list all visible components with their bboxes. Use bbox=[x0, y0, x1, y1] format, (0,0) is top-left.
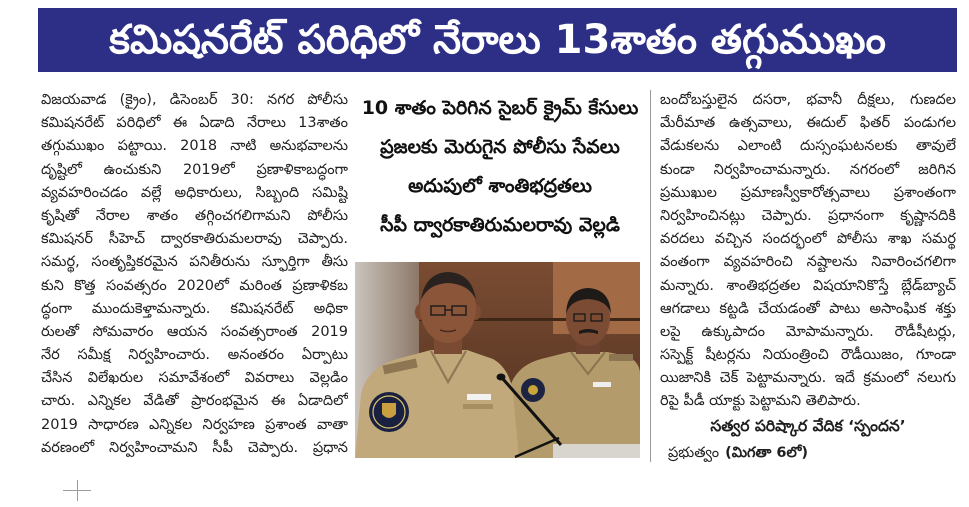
left-column-line: చారు. ఎన్నికల వేడితో ప్రారంభమైన ఈ ఏడాదిలో bbox=[41, 393, 348, 410]
continuation-line bbox=[668, 441, 956, 465]
left-column-line: నేర సమీక్ష నిర్వహించారు. అనంతరం ఏర్పాటు bbox=[41, 347, 348, 364]
left-column-line: 2019 సాధారణ ఎన్నికల నిర్వహణ ప్రశాంత వాతా bbox=[41, 416, 348, 433]
right-column-line: ప్రముఖుల ప్రమాణస్వీకారోత్సవాలు ప్రశాంతంగా bbox=[660, 184, 956, 201]
crosshair-mark bbox=[77, 480, 78, 501]
right-column-line: మేరీమాత ఉత్సవాలు, ఈదుల్ ఫితర్ పండుగల bbox=[660, 115, 956, 132]
deck-headlines bbox=[355, 89, 645, 249]
officer-foreground-pocket-flap bbox=[463, 404, 493, 409]
right-column-line: నిర్వహించినట్లు చెప్పారు. ప్రధానంగా కృష్ణానదికి bbox=[660, 207, 956, 224]
right-column-line: రిపై పీడీ యాక్టు పెట్టామని తెలిపారు. bbox=[660, 393, 861, 410]
photo-graphic bbox=[355, 262, 640, 458]
column-divider bbox=[650, 90, 651, 462]
officer-foreground-name-plate bbox=[467, 394, 491, 400]
right-column-line: మన్నారు. శాంతిభద్రతల విషయానికొస్తే బ్లేడ్‌బ్యాచ్ bbox=[660, 277, 956, 294]
left-column-line: వరణంలో నిర్వహించామని సీపీ చెప్పారు. ప్రధాన bbox=[41, 439, 348, 456]
officer-foreground-badge-emblem bbox=[382, 403, 396, 418]
right-column-line: కుండా నిర్వహించామన్నారు. నగరంలో జరిగిన bbox=[660, 161, 956, 178]
right-column-line: వంతంగా వ్యవహరించి నష్టాలను నివారించగలిగా bbox=[660, 254, 956, 271]
left-column-line: వ్యవహరించడం వల్లే అధికారులు, సిబ్బంది సమిష్టి bbox=[41, 184, 348, 201]
left-column-line: కృషితో నేరాల శాతం తగ్గించగలిగామని పోలీసు bbox=[41, 207, 348, 224]
deck-line: ప్రజలకు మెరుగైన పోలీసు సేవలు bbox=[380, 136, 620, 158]
article-photo bbox=[355, 262, 640, 458]
left-column-line: విజయవాడ (క్రైం), డిసెంబర్ 30: నగర పోలీసు bbox=[41, 92, 348, 108]
deck-line: అదుపులో శాంతిభద్రతలు bbox=[408, 175, 592, 197]
left-column-line: దృష్టిలో ఉంచుకుని 2019లో ప్రణాళికాబద్ధంగా bbox=[41, 161, 348, 178]
left-column-line: సమర్థ, సంతృప్తికరమైన పనితీరును స్ఫూర్తిగా తీసు bbox=[41, 254, 348, 271]
right-column bbox=[660, 89, 956, 414]
right-column-line: లపై ఉక్కుపాదం మోపామన్నారు. రౌడీషీటర్లు, bbox=[660, 323, 956, 340]
left-column-line: కుని కొత్త సంవత్సరం 2020లో మరింత ప్రణాళికబ bbox=[41, 277, 348, 294]
right-column-line: యిజానికి చెక్ పెట్టామన్నారు. ఇదే క్రమంలో నలుగు bbox=[660, 370, 956, 387]
right-column-line: బందోబస్తులైన దసరా, భవానీ దీక్షలు, గుణదల bbox=[660, 92, 956, 108]
officer-background-epaulette bbox=[609, 354, 633, 361]
officer-background-badge-emblem bbox=[528, 385, 538, 395]
officer-background-uniform bbox=[503, 352, 640, 458]
left-column bbox=[41, 89, 348, 461]
table bbox=[553, 444, 640, 458]
right-column-line: వేడుకలను ఎలాంటి దుస్సంఘటనలకు తావులే bbox=[660, 138, 956, 155]
right-column-line: వరదలు వచ్చిన సందర్భంలో పోలీసు శాఖ సమర్థ bbox=[660, 231, 956, 248]
right-column-line: సస్పెక్ట్ షీటర్లను నియంత్రించి రౌడీయిజం, గూండా bbox=[660, 347, 956, 364]
left-column-line: కమిషనరేట్ పరిధిలో ఈ ఏడాది నేరాలు 13శాతం bbox=[41, 115, 348, 132]
left-column-line: కమిషనర్ సీహెచ్ ద్వారకాతిరుమలరావు చెప్పారు. bbox=[41, 231, 348, 248]
continuation-text: ప్రభుత్వం bbox=[668, 445, 720, 461]
microphone-head bbox=[497, 374, 506, 381]
section-subheading: సత్వర పరిష్కార వేదిక ‘స్పందన’ bbox=[710, 417, 906, 435]
deck-line: సీపీ ద్వారకాతిరుమలరావు వెల్లడి bbox=[380, 214, 620, 236]
left-column-line: ద్ధంగా ముందుకెళ్తామన్నారు. కమిషనరేట్ అధికా bbox=[41, 300, 348, 317]
left-column-line: చేసిన విలేఖరుల సమావేశంలో వివరాలు వెల్లడిం bbox=[41, 370, 348, 387]
officer-background-name-plate bbox=[593, 382, 611, 387]
left-column-line: తగ్గుముఖం పట్టాయి. 2018 నాటి అనుభవాలను bbox=[41, 138, 348, 155]
headline-banner bbox=[38, 8, 957, 72]
deck-line: 10 శాతం పెరిగిన సైబర్ క్రైమ్ కేసులు bbox=[361, 97, 639, 119]
right-column-line: ఆగడాలు కట్టడి చేయడంతో పాటు అసాంఘిక శక్తు bbox=[660, 300, 956, 317]
left-column-line: రులతో సోమవారం ఆయన సంవత్సరాంత 2019 bbox=[41, 323, 348, 340]
headline: కమిషనరేట్ పరిధిలో నేరాలు 13శాతం తగ్గుముఖం bbox=[109, 17, 886, 63]
continued-on-page: (మిగతా 6లో) bbox=[725, 445, 809, 461]
